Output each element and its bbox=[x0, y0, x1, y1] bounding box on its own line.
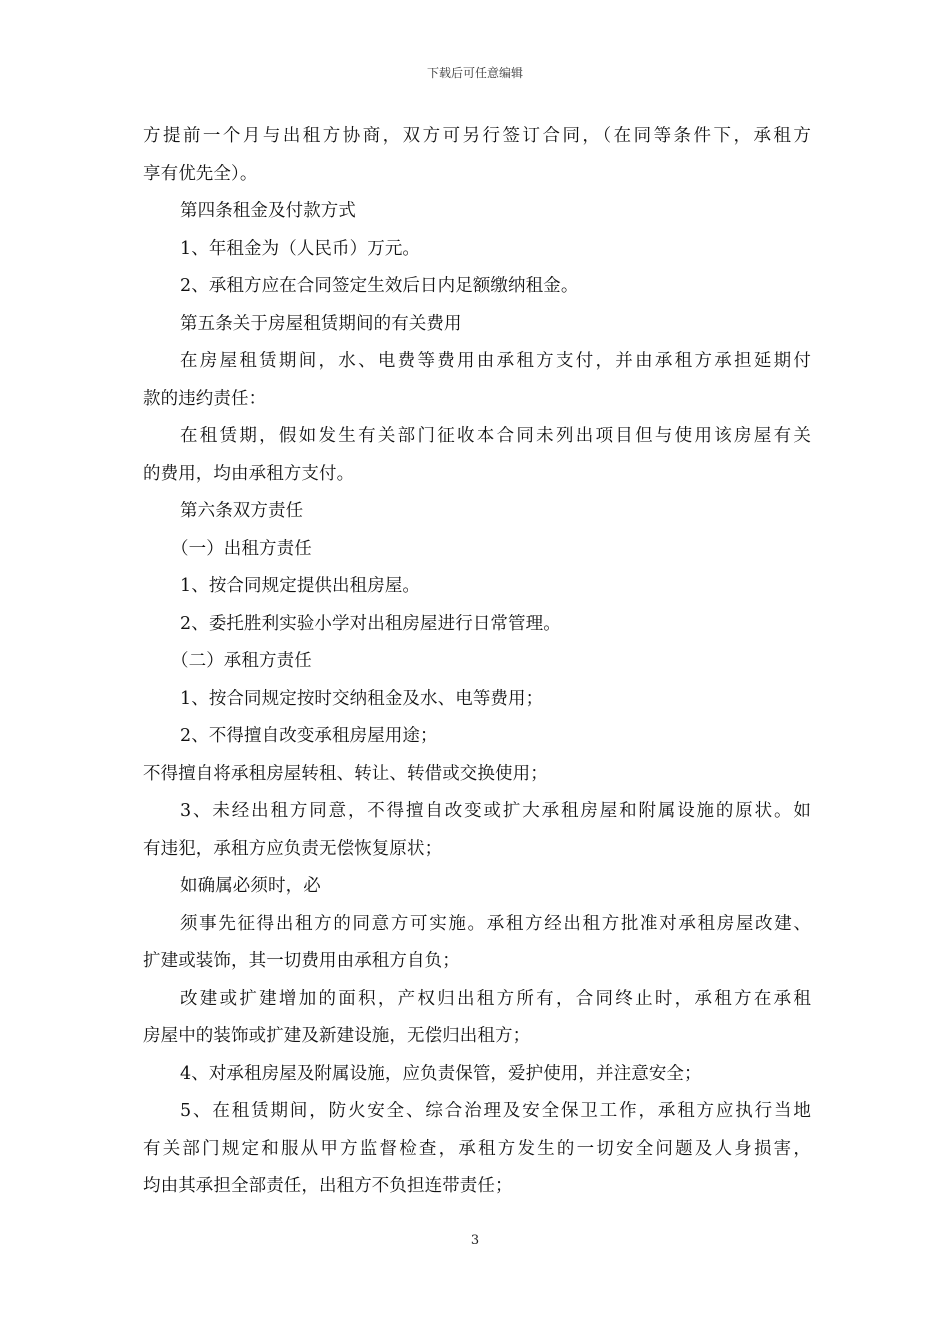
paragraph-line: 5、在租赁期间，防火安全、综合治理及安全保卫工作，承租方应执行当地 bbox=[180, 1101, 811, 1121]
paragraph-line: 2、承租方应在合同签定生效后日内足额缴纳租金。 bbox=[180, 276, 579, 296]
section-heading: 第四条租金及付款方式 bbox=[180, 201, 356, 221]
paragraph-line: 扩建或装饰，其一切费用由承租方自负； bbox=[143, 951, 460, 971]
paragraph-line: 改建或扩建增加的面积，产权归出租方所有，合同终止时，承租方在承租 bbox=[180, 988, 811, 1009]
paragraph-line: 1、按合同规定提供出租房屋。 bbox=[180, 576, 421, 596]
paragraph-line: 4、对承租房屋及附属设施，应负责保管，爱护使用，并注意安全； bbox=[180, 1063, 702, 1084]
paragraph-line: 有关部门规定和服从甲方监督检查，承租方发生的一切安全问题及人身损害， bbox=[143, 1138, 811, 1159]
paragraph-line: 有违犯，承租方应负责无偿恢复原状； bbox=[143, 838, 443, 859]
paragraph-line: 的费用，均由承租方支付。 bbox=[143, 463, 355, 484]
paragraph-line: 2、委托胜利实验小学对出租房屋进行日常管理。 bbox=[180, 613, 561, 634]
paragraph-line: 1、年租金为（人民币）万元。 bbox=[180, 238, 421, 259]
paragraph-line: 如确属必须时，必 bbox=[180, 876, 321, 896]
paragraph-line: 1、按合同规定按时交纳租金及水、电等费用； bbox=[180, 688, 544, 709]
subsection-heading: （二）承租方责任 bbox=[171, 651, 312, 671]
document-body bbox=[143, 118, 811, 1206]
paragraph-line: 享有优先全）。 bbox=[143, 163, 258, 184]
subsection-heading: （一）出租方责任 bbox=[171, 538, 312, 559]
page-header: 下载后可任意编辑 bbox=[426, 66, 523, 80]
page-number: 3 bbox=[470, 1233, 480, 1248]
paragraph-line: 在租赁期，假如发生有关部门征收本合同未列出项目但与使用该房屋有关 bbox=[180, 426, 811, 446]
section-heading: 第五条关于房屋租赁期间的有关费用 bbox=[180, 313, 462, 334]
paragraph-line: 方提前一个月与出租方协商，双方可另行签订合同，（在同等条件下，承租方 bbox=[143, 126, 811, 146]
paragraph-line: 款的违约责任： bbox=[143, 388, 267, 409]
paragraph-line: 不得擅自将承租房屋转租、转让、转借或交换使用； bbox=[143, 763, 548, 784]
paragraph-line: 均由其承担全部责任，出租方不负担连带责任； bbox=[143, 1176, 513, 1196]
paragraph-line: 房屋中的装饰或扩建及新建设施，无偿归出租方； bbox=[143, 1026, 531, 1046]
paragraph-line: 2、不得擅自改变承租房屋用途； bbox=[180, 726, 438, 746]
paragraph-line: 在房屋租赁期间，水、电费等费用由承租方支付，并由承租方承担延期付 bbox=[180, 351, 811, 371]
section-heading: 第六条双方责任 bbox=[180, 501, 304, 521]
paragraph-line: 须事先征得出租方的同意方可实施。承租方经出租方批准对承租房屋改建、 bbox=[180, 913, 811, 934]
paragraph-line: 3、未经出租方同意，不得擅自改变或扩大承租房屋和附属设施的原状。如 bbox=[180, 801, 811, 821]
